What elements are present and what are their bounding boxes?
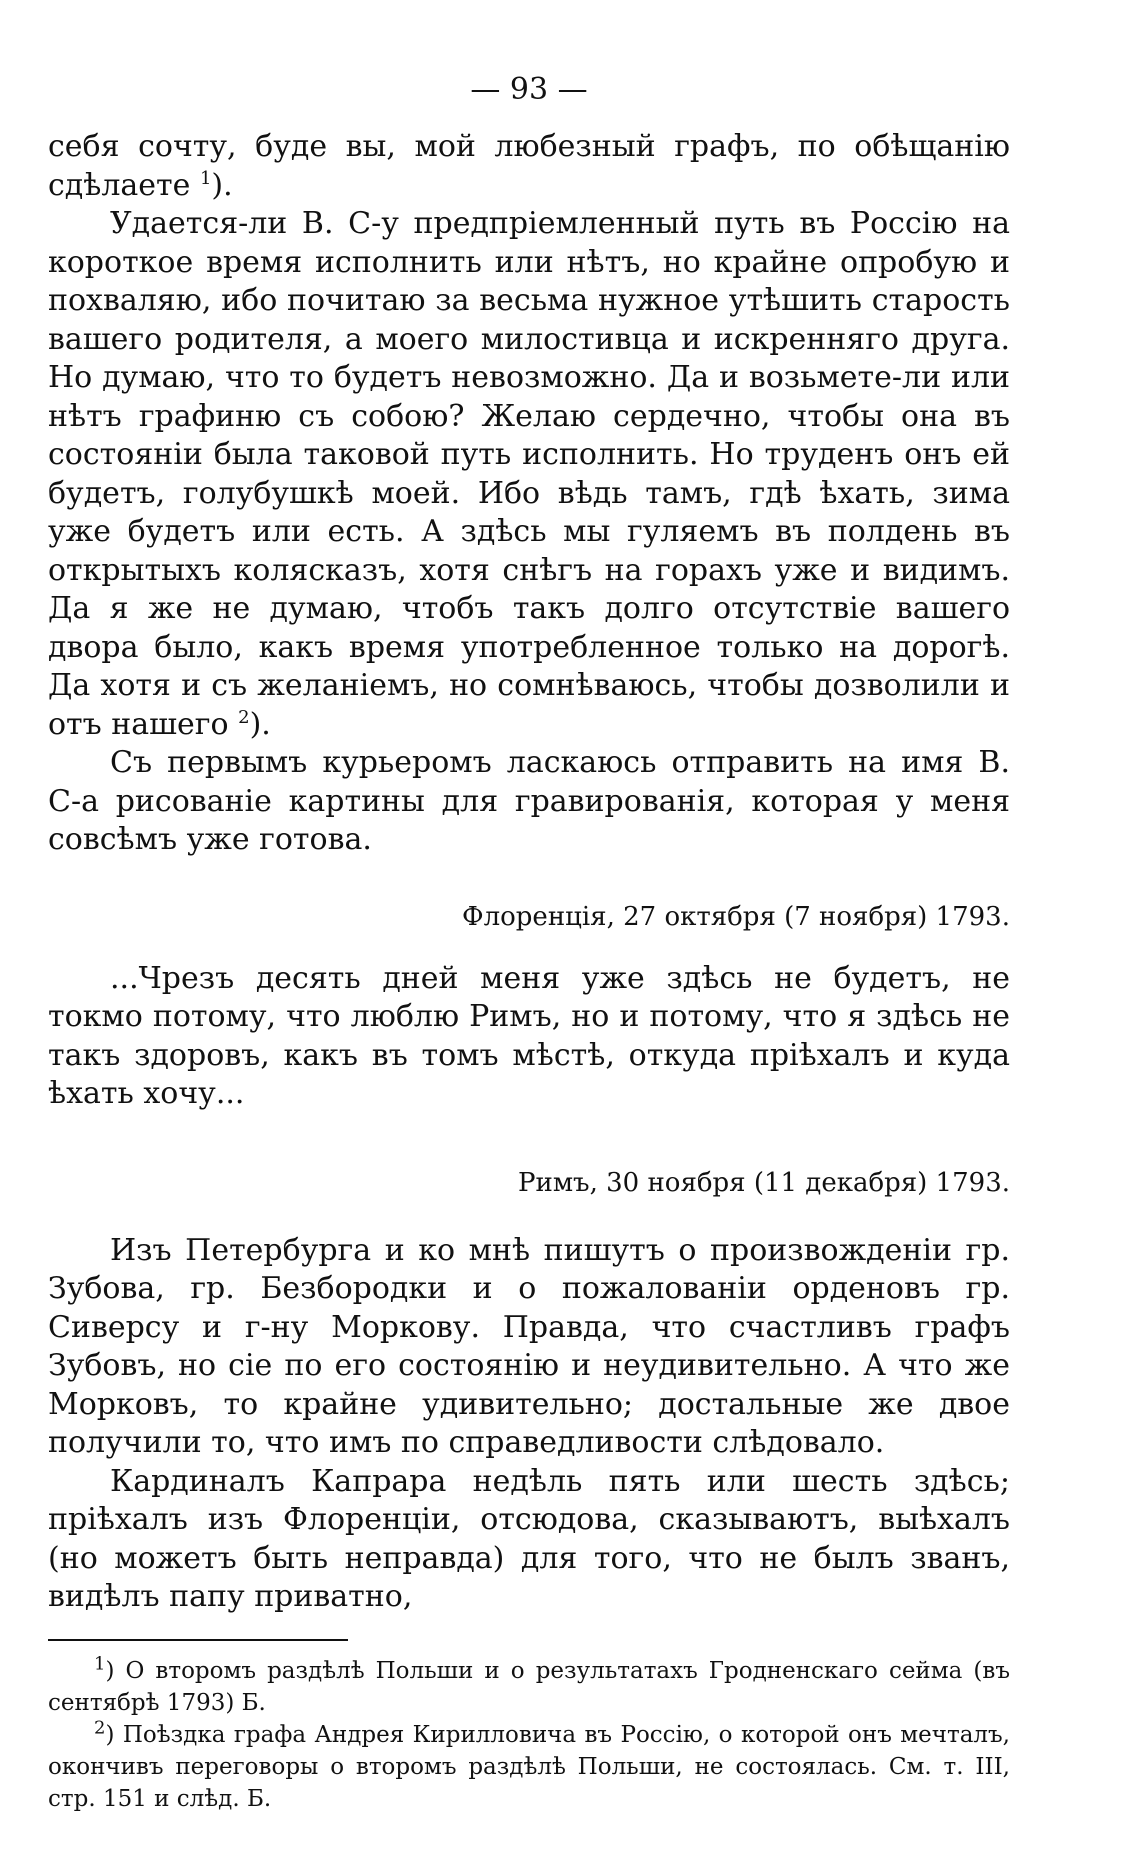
- paragraph-courier: Съ первымъ курьеромъ ласкаюсь отправить на имя В. С-а рисованіе картины для гравированія, которая у меня совсѣмъ уже готова.: [48, 745, 1010, 857]
- paragraph-rome-departure: ...Чрезъ десять дней меня уже здѣсь не будетъ, не токмо потому, что люблю Римъ, но и потому, что я здѣсь не такъ здоровъ, какъ въ томъ мѣстѣ, откуда пріѣхалъ и куда ѣхать хочу...: [48, 960, 1010, 1111]
- paragraph-text: Удается-ли В. С-у предпріемленный путь въ Россію на короткое время исполнить или нѣтъ, но крайне опробую и похваляю, ибо почитаю за весьма нужное утѣшить старость вашего родителя, а моего милостивца и искренняго друга. Но думаю, что то будетъ невозможно. Да и возьмете-ли или нѣтъ графиню съ собою? Желаю сердечно, чтобы она въ состояніи была таковой путь исполнить. Но труденъ онъ ей будетъ, голубушкѣ моей. Ибо вѣдь тамъ, гдѣ ѣхать, зима уже будетъ или есть. А здѣсь мы гуляемъ въ полдень въ открытыхъ колясказъ, хотя снѣгъ на горахъ уже и видимъ. Да я же не думаю, чтобъ такъ долго отсутствіе вашего двора было, какъ время употребленное только на дорогѣ. Да хотя и съ желаніемъ, но сомнѣваюсь, чтобы дозволили и отъ нашего: [48, 206, 1010, 742]
- paragraph-text: себя сочту, буде вы, мой любезный графъ, по обѣщанію сдѣлаете: [48, 129, 1010, 203]
- book-page: [48, 70, 1010, 1815]
- paragraph-tail: ).: [211, 167, 233, 203]
- footnote-2: $^2$) Поѣздка графа Андрея Кирилловича въ Россію, о которой онъ мечталъ, окончивъ переговоры о второмъ раздѣлѣ Польши, не состоялась. См. т. III, стр. 151 и слѣд. Б.: [48, 1716, 1010, 1812]
- paragraph-cardinal-caprara: Кардиналъ Капрара недѣль пять или шесть здѣсь; пріѣхалъ изъ Флоренціи, отсюдова, сказываютъ, выѣхалъ (но можетъ быть неправда) для того, что не былъ званъ, видѣлъ папу приватно,: [48, 1463, 1010, 1614]
- dateline-florence: Флоренція, 27 октября (7 ноября) 1793.: [462, 901, 1010, 932]
- footnote-divider: [48, 1639, 348, 1641]
- footnote-text: О второмъ раздѣлѣ Польши и о результатахъ Гродненскаго сейма (въ сентябрѣ 1793) Б.: [48, 1657, 1010, 1716]
- footnote-1: $^1$) О второмъ раздѣлѣ Польши и о результатахъ Гродненскаго сейма (въ сентябрѣ 1793) Б.: [48, 1652, 1010, 1716]
- paragraph-continuation: [48, 128, 1010, 205]
- paragraph-petersburg-news: Изъ Петербурга и ко мнѣ пишутъ о произвожденіи гр. Зубова, гр. Безбородки и о пожалованіи орденовъ гр. Сиверсу и г-ну Моркову. Правда, что счастливъ графъ Зубовъ, но сіе по его состоянію и неудивительно. А что же Морковъ, то крайне удивительно; достальные же двое получили то, что имъ по справедливости слѣдовало.: [48, 1232, 1010, 1460]
- paragraph-tail: ).: [249, 706, 271, 742]
- paragraph-journey: [48, 205, 1010, 744]
- page-number: — 93 —: [470, 72, 588, 107]
- footnote-text: Поѣздка графа Андрея Кирилловича въ Россію, о которой онъ мечталъ, окончивъ переговоры о второмъ раздѣлѣ Польши, не состоялась. См. т. III, стр. 151 и слѣд. Б.: [48, 1721, 1010, 1812]
- dateline-rome: Римъ, 30 ноября (11 декабря) 1793.: [518, 1167, 1010, 1198]
- footnote-ref-2: 2: [238, 706, 250, 728]
- footnote-ref-1: 1: [199, 167, 212, 189]
- footnote-marker: 2: [94, 1716, 106, 1738]
- footnote-marker: 1: [94, 1652, 106, 1674]
